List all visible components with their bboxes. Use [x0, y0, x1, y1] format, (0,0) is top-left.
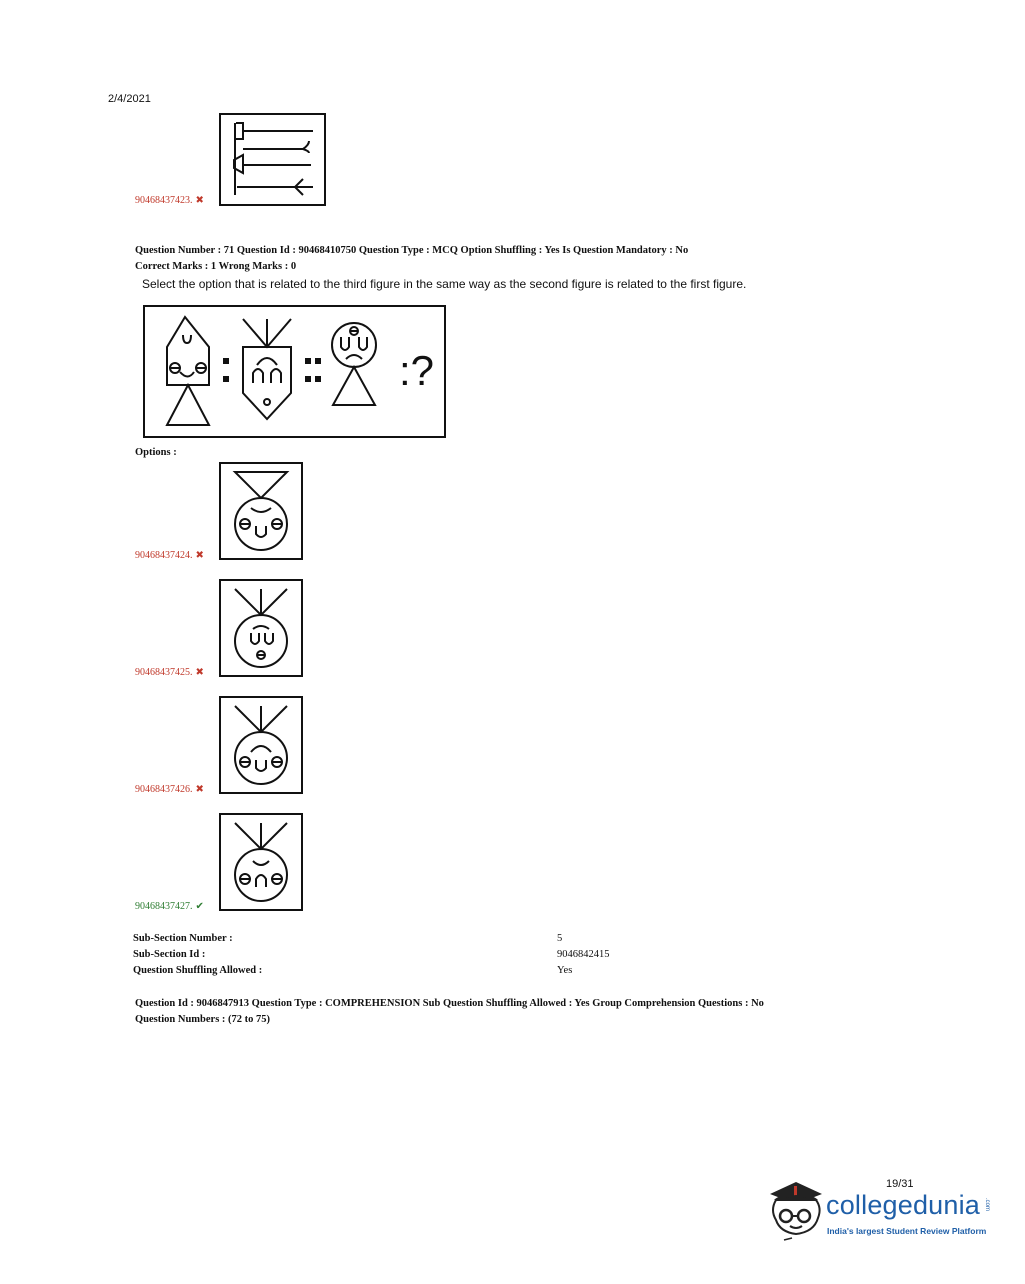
option-1-id: 90468437424. ✖	[135, 550, 204, 561]
subsection-id-value: 9046842415	[557, 949, 610, 960]
brand-name: collegedunia	[826, 1190, 981, 1220]
brand-tagline: India's largest Student Review Platform	[827, 1226, 987, 1236]
option-1-figure	[219, 462, 303, 560]
question-meta-line2: Correct Marks : 1 Wrong Marks : 0	[135, 261, 297, 272]
option-3-figure	[219, 696, 303, 794]
correct-check-icon: ✔	[195, 901, 204, 912]
option-3-id: 90468437426. ✖	[135, 784, 204, 795]
option-4-figure	[219, 813, 303, 911]
question-meta	[135, 243, 688, 275]
next-question-meta	[135, 996, 764, 1028]
wrong-mark-icon: ✖	[195, 784, 204, 795]
next-question-line2: Question Numbers : (72 to 75)	[135, 1014, 271, 1025]
brand-logo	[766, 1176, 996, 1246]
subsection-number-label: Sub-Section Number :	[133, 933, 233, 944]
option-4-id: 90468437427. ✔	[135, 901, 204, 912]
subsection-id-label: Sub-Section Id :	[133, 949, 206, 960]
medal-face-figure	[221, 581, 301, 675]
question-meta-line1: Question Number : 71 Question Id : 90468410750 Question Type : MCQ Option Shuffling : Yes Is Question Mandatory : No	[135, 245, 689, 256]
prev-option-figure	[219, 113, 326, 206]
subsection-labels	[133, 931, 262, 979]
subsection-number-value: 5	[557, 933, 563, 944]
arrows-figure	[221, 115, 324, 204]
wrong-mark-icon: ✖	[195, 195, 204, 206]
question-figure	[143, 305, 446, 438]
options-label: Options :	[135, 447, 177, 458]
subsection-values	[557, 931, 610, 979]
medal-face-figure	[221, 698, 301, 792]
page-number: 19/31	[886, 1178, 914, 1190]
svg-text::?: :?	[399, 347, 435, 394]
question-text: Select the option that is related to the third figure in the same way as the second figure is related to the first figure.	[142, 277, 747, 291]
next-question-line1: Question Id : 9046847913 Question Type : COMPREHENSION Sub Question Shuffling Allowed : Yes Group Comprehension Questions : No	[135, 998, 764, 1009]
print-date: 2/4/2021	[108, 93, 151, 105]
wrong-mark-icon: ✖	[195, 667, 204, 678]
analogy-figure	[145, 307, 444, 436]
option-2-figure	[219, 579, 303, 677]
wrong-mark-icon: ✖	[195, 550, 204, 561]
prev-option-id: 90468437423. ✖	[135, 195, 204, 206]
option-2-id: 90468437425. ✖	[135, 667, 204, 678]
subsection-shuffle-value: Yes	[557, 965, 573, 976]
mascot-icon	[766, 1180, 824, 1242]
brand-suffix: .com	[984, 1198, 990, 1212]
medal-face-figure	[221, 815, 301, 909]
medal-face-figure	[221, 464, 301, 558]
subsection-shuffle-label: Question Shuffling Allowed :	[133, 965, 263, 976]
